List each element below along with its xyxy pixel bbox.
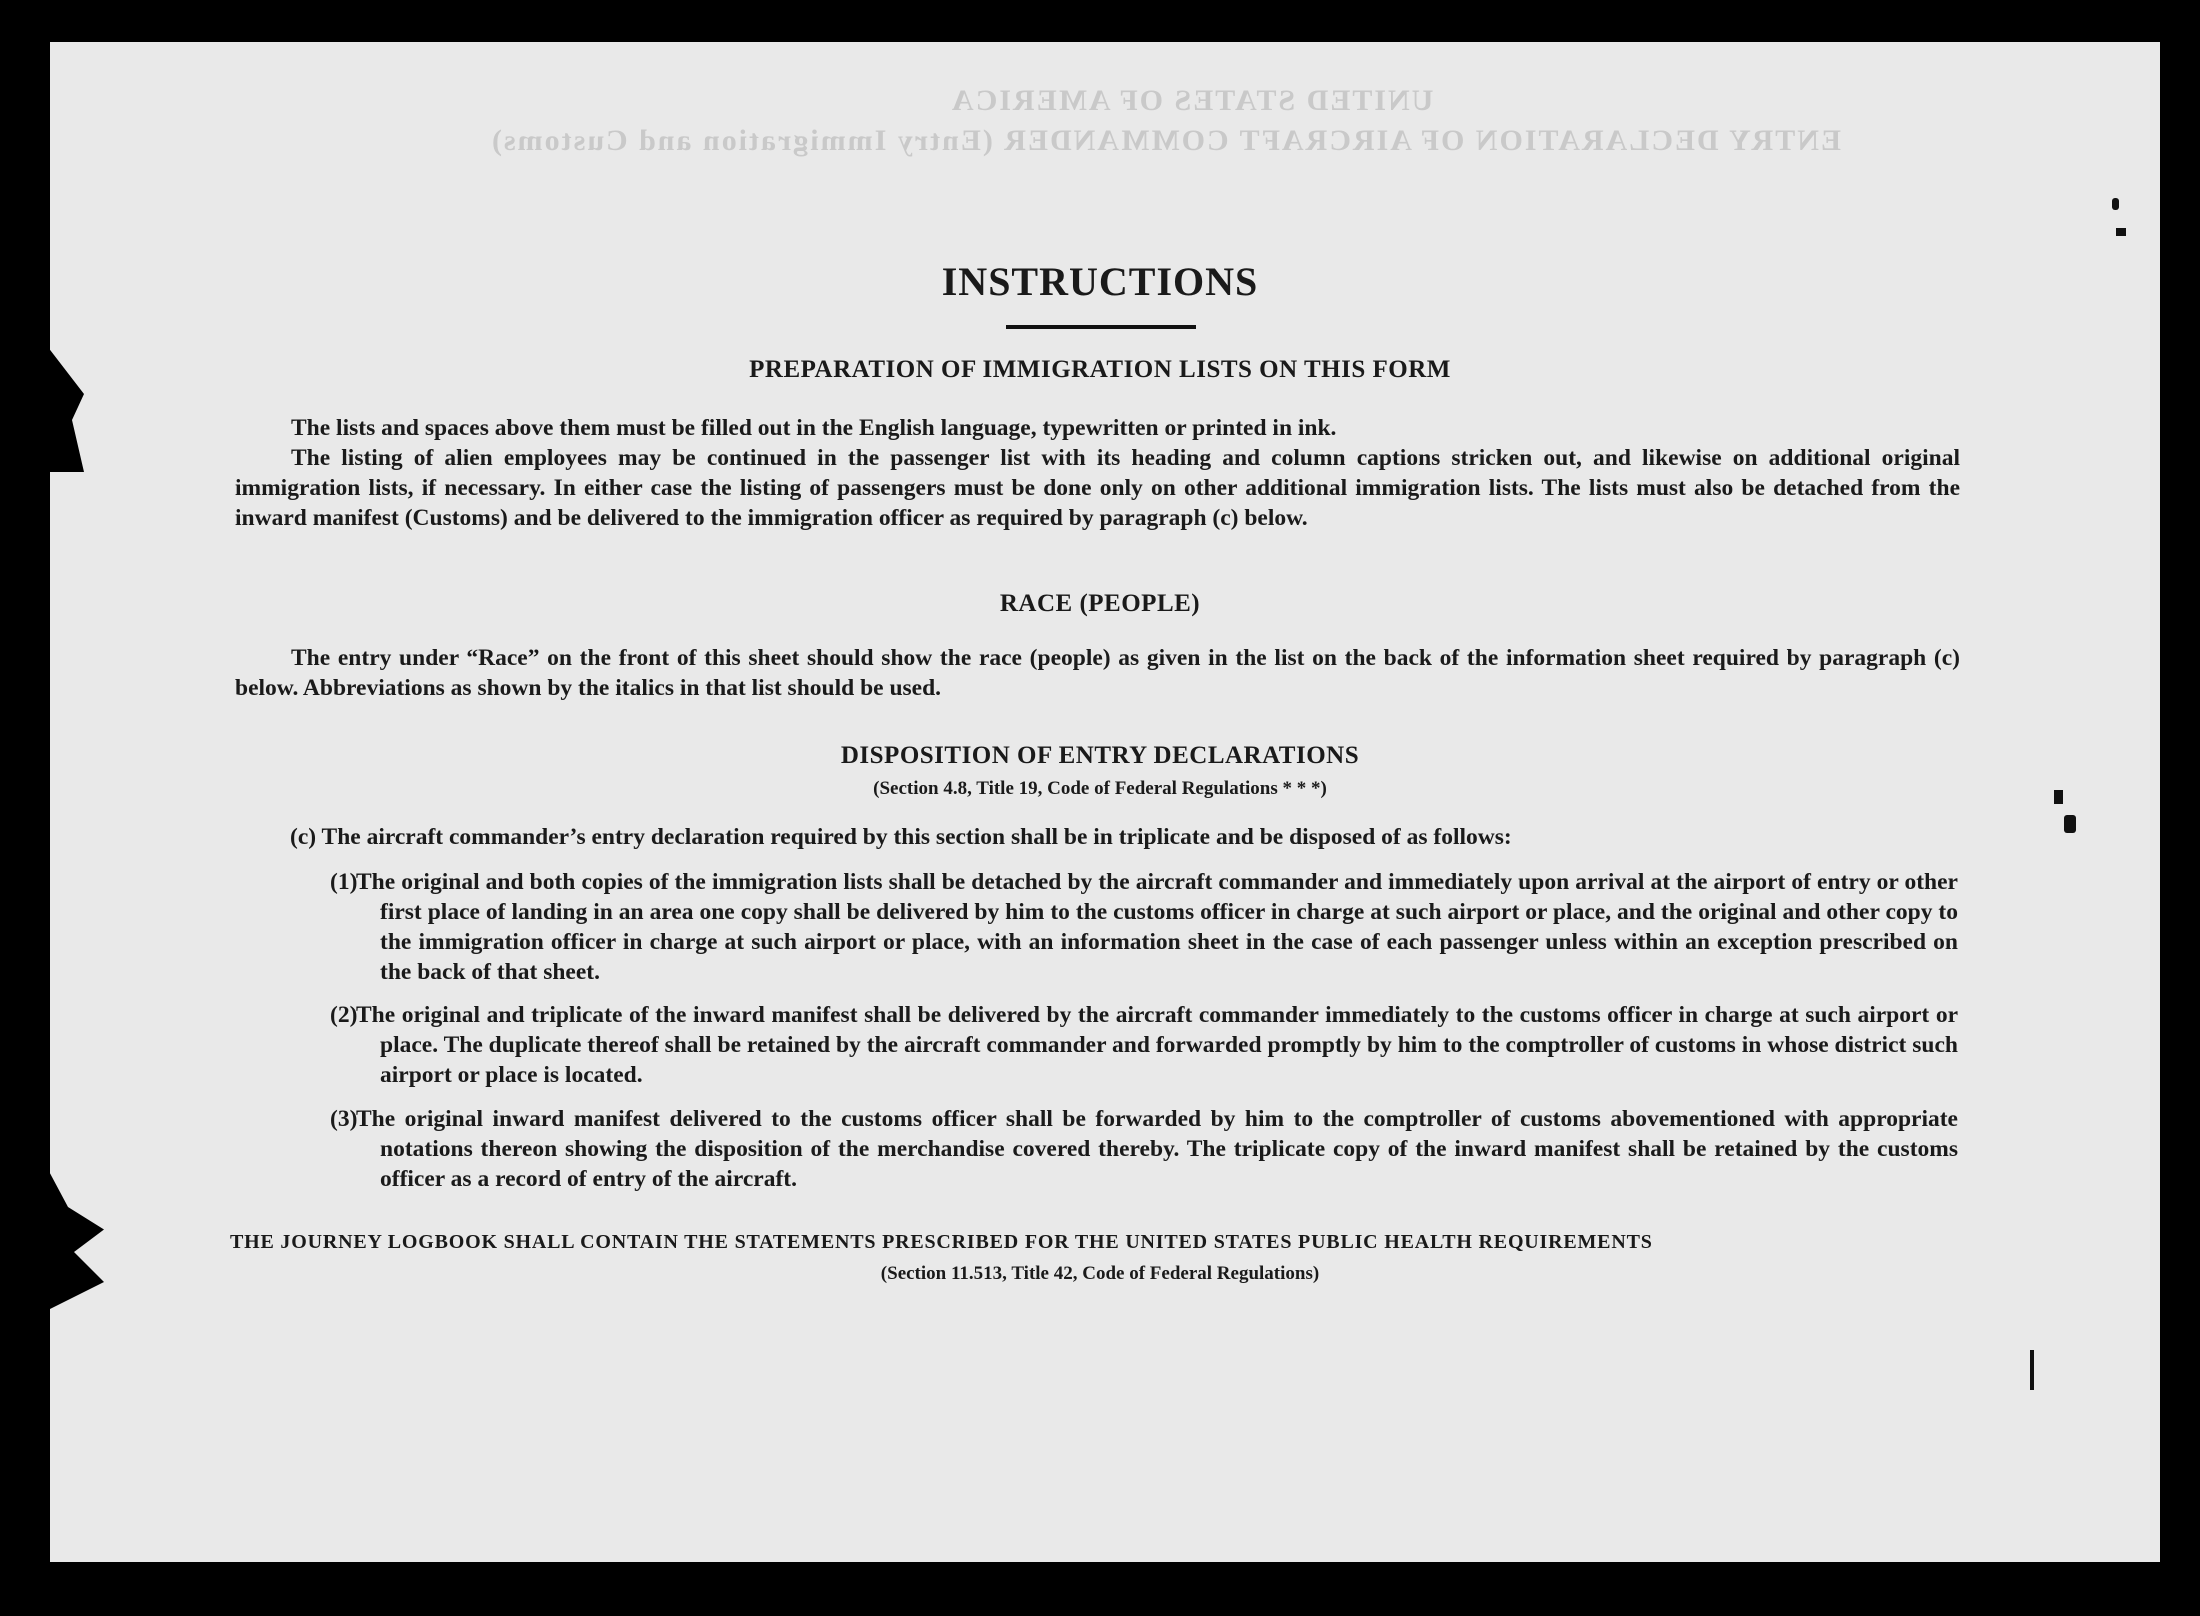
preparation-heading: PREPARATION OF IMMIGRATION LISTS ON THIS FORM <box>749 356 1451 383</box>
item-text: The original and triplicate of the inward manifest shall be delivered by the aircraft commander immediately to the customs officer in charge at such airport or place. The duplicate thereof shall be retained by the aircraft commander and forwarded promptly by him to the comptroller of customs in whose district such airport or place is located. <box>356 1002 1958 1088</box>
scan-mark <box>2112 198 2119 210</box>
race-heading: RACE (PEOPLE) <box>999 590 1201 617</box>
item-number: (1) <box>330 869 358 895</box>
disposition-intro: (c) The aircraft commander’s entry declaration required by this section shall be in triplicate and be disposed of as follows: <box>290 824 1512 850</box>
page-title: INSTRUCTIONS <box>941 259 1259 304</box>
disposition-item-2 <box>330 1000 1958 1090</box>
title-underline <box>1006 325 1196 329</box>
preparation-paragraphs <box>235 413 1960 533</box>
item-text: The original inward manifest delivered to the customs officer shall be forwarded by him to the comptroller of customs abovementioned with appropriate notations thereon showing the disposition of the merchandise covered thereby. The triplicate copy of the inward manifest shall be retained by the customs officer as a record of entry of the aircraft. <box>356 1106 1958 1192</box>
preparation-paragraph-2: The listing of alien employees may be continued in the passenger list with its heading and column captions stricken out, and likewise on additional original immigration lists, if necessary. In either case the listing of passengers must be done only on other additional immigration lists. The lists must also be detached from the inward manifest (Customs) and be delivered to the immigration officer as required by paragraph (c) below. <box>235 445 1960 531</box>
scan-mark <box>2054 790 2063 804</box>
disposition-item-3 <box>330 1104 1958 1194</box>
scan-mark <box>2116 228 2126 236</box>
bleed-through-text: ENTRY DECLARATION OF AIRCRAFT COMMANDER (Entry Immigration and Customs) <box>490 124 1841 157</box>
bleed-through-text: UNITED STATES OF AMERICA <box>950 84 1434 117</box>
item-number: (2) <box>330 1002 358 1028</box>
item-text: The original and both copies of the immigration lists shall be detached by the aircraft commander and immediately upon arrival at the airport of entry or other first place of landing in an area one copy shall be delivered by him to the customs officer in charge at such airport or place, and the original and other copy to the immigration officer in charge at such airport or place, with an information sheet in the case of each passenger unless within an exception prescribed on the back of that sheet. <box>356 869 1958 985</box>
race-paragraph-1: The entry under “Race” on the front of this sheet should show the race (people) as given in the list on the back of the information sheet required by paragraph (c) below. Abbreviations as shown by the italics in that list should be used. <box>235 645 1960 701</box>
race-paragraph <box>235 643 1960 703</box>
footer-statement: THE JOURNEY LOGBOOK SHALL CONTAIN THE STATEMENTS PRESCRIBED FOR THE UNITED STATES PUBLIC HEALTH REQUIREMENTS <box>230 1231 1653 1253</box>
disposition-subheading: (Section 4.8, Title 19, Code of Federal Regulations * * *) <box>873 778 1327 799</box>
disposition-heading: DISPOSITION OF ENTRY DECLARATIONS <box>840 742 1360 769</box>
disposition-item-1 <box>330 867 1958 987</box>
scan-mark <box>2030 1350 2034 1390</box>
footer-citation: (Section 11.513, Title 42, Code of Federal Regulations) <box>880 1263 1320 1284</box>
item-number: (3) <box>330 1106 358 1132</box>
preparation-paragraph-1: The lists and spaces above them must be filled out in the English language, typewritten or printed in ink. <box>291 415 1337 441</box>
scan-mark <box>2064 815 2076 833</box>
